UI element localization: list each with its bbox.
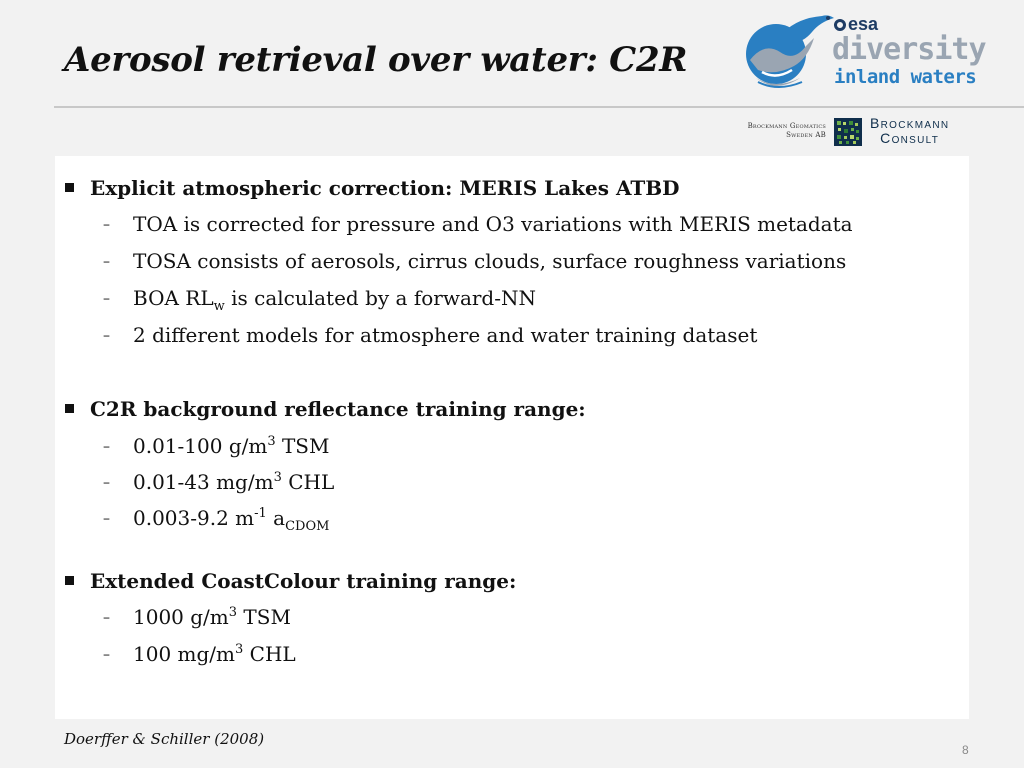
sub-item-text: is calculated by a forward-NN <box>224 286 536 310</box>
sub-item <box>103 470 334 494</box>
bird-fish-emblem-icon <box>736 12 836 94</box>
square-bullet-icon <box>65 183 74 192</box>
esa-ring-icon <box>834 19 846 31</box>
bullet-heading-text: Explicit atmospheric correction: MERIS Lakes ATBD <box>90 176 680 200</box>
sub-item-text: 0.01-43 mg/m <box>133 470 274 494</box>
sub-item-text: TOSA consists of aerosols, cirrus clouds, surface roughness variations <box>133 249 847 273</box>
bullet-heading <box>65 569 516 593</box>
bullet-heading <box>65 397 586 421</box>
brockmann-geomatics-logo <box>728 122 826 140</box>
sub-item-text: CHL <box>243 642 296 666</box>
dash-bullet-icon: – <box>103 511 110 527</box>
inland-waters-wordmark: inland waters <box>834 66 977 88</box>
citation: Doerffer & Schiller (2008) <box>64 730 265 748</box>
brockmann-consult-logo <box>870 116 949 146</box>
brockmann-consult-emblem-icon <box>834 118 862 146</box>
sub-item-text: TSM <box>237 605 291 629</box>
sub-item <box>103 212 853 236</box>
dash-bullet-icon: – <box>103 647 110 663</box>
brockmann-geomatics-line2: Sweden AB <box>786 131 826 139</box>
superscript: 3 <box>267 434 276 449</box>
square-bullet-icon <box>65 404 74 413</box>
dash-bullet-icon: – <box>103 291 110 307</box>
sub-item-text: 2 different models for atmosphere and water training dataset <box>133 323 758 347</box>
bullet-heading-text: Extended CoastColour training range: <box>90 569 517 593</box>
diversity-logo <box>736 12 986 94</box>
square-bullet-icon <box>65 576 74 585</box>
subscript: w <box>213 299 225 314</box>
sub-item <box>103 286 536 314</box>
dash-bullet-icon: – <box>103 610 110 626</box>
partner-logos <box>728 116 978 148</box>
sub-item-text: 100 mg/m <box>133 642 236 666</box>
sub-item-text: 0.003-9.2 m <box>133 506 255 530</box>
dash-bullet-icon: – <box>103 328 110 344</box>
sub-item-text: 0.01-100 g/m <box>133 434 268 458</box>
superscript: 3 <box>228 605 238 620</box>
brockmann-consult-line1: Brockmann <box>870 115 950 131</box>
bullet-heading <box>65 176 680 200</box>
dash-bullet-icon: – <box>103 217 110 233</box>
sub-item <box>103 323 757 347</box>
superscript: -1 <box>254 506 267 521</box>
superscript: 3 <box>235 642 244 657</box>
subscript: CDOM <box>285 519 330 534</box>
sub-item-text: TSM <box>275 434 330 458</box>
title-divider <box>54 106 1024 108</box>
dash-bullet-icon: – <box>103 254 110 270</box>
brockmann-geomatics-line1: Brockmann Geomatics <box>747 122 826 130</box>
sub-item-text: 1000 g/m <box>133 605 229 629</box>
content-panel <box>55 156 969 719</box>
slide-title: Aerosol retrieval over water: C2R <box>64 40 688 80</box>
sub-item-text: a <box>266 506 286 530</box>
sub-item <box>103 506 330 534</box>
sub-item-text: BOA RL <box>133 286 214 310</box>
sub-item-text: CHL <box>281 470 335 494</box>
bullet-heading-text: C2R background reflectance training range: <box>90 397 586 421</box>
sub-item <box>103 249 846 273</box>
dash-bullet-icon: – <box>103 475 110 491</box>
brockmann-consult-line2: Consult <box>880 130 940 146</box>
esa-logo-text: esa <box>848 14 879 34</box>
sub-item-text: TOA is corrected for pressure and O3 variations with MERIS metadata <box>133 212 853 236</box>
diversity-wordmark: diversity <box>832 32 986 67</box>
sub-item <box>103 605 291 629</box>
sub-item <box>103 642 296 666</box>
dash-bullet-icon: – <box>103 439 110 455</box>
page-number: 8 <box>962 743 969 757</box>
superscript: 3 <box>273 470 282 485</box>
sub-item <box>103 434 330 458</box>
